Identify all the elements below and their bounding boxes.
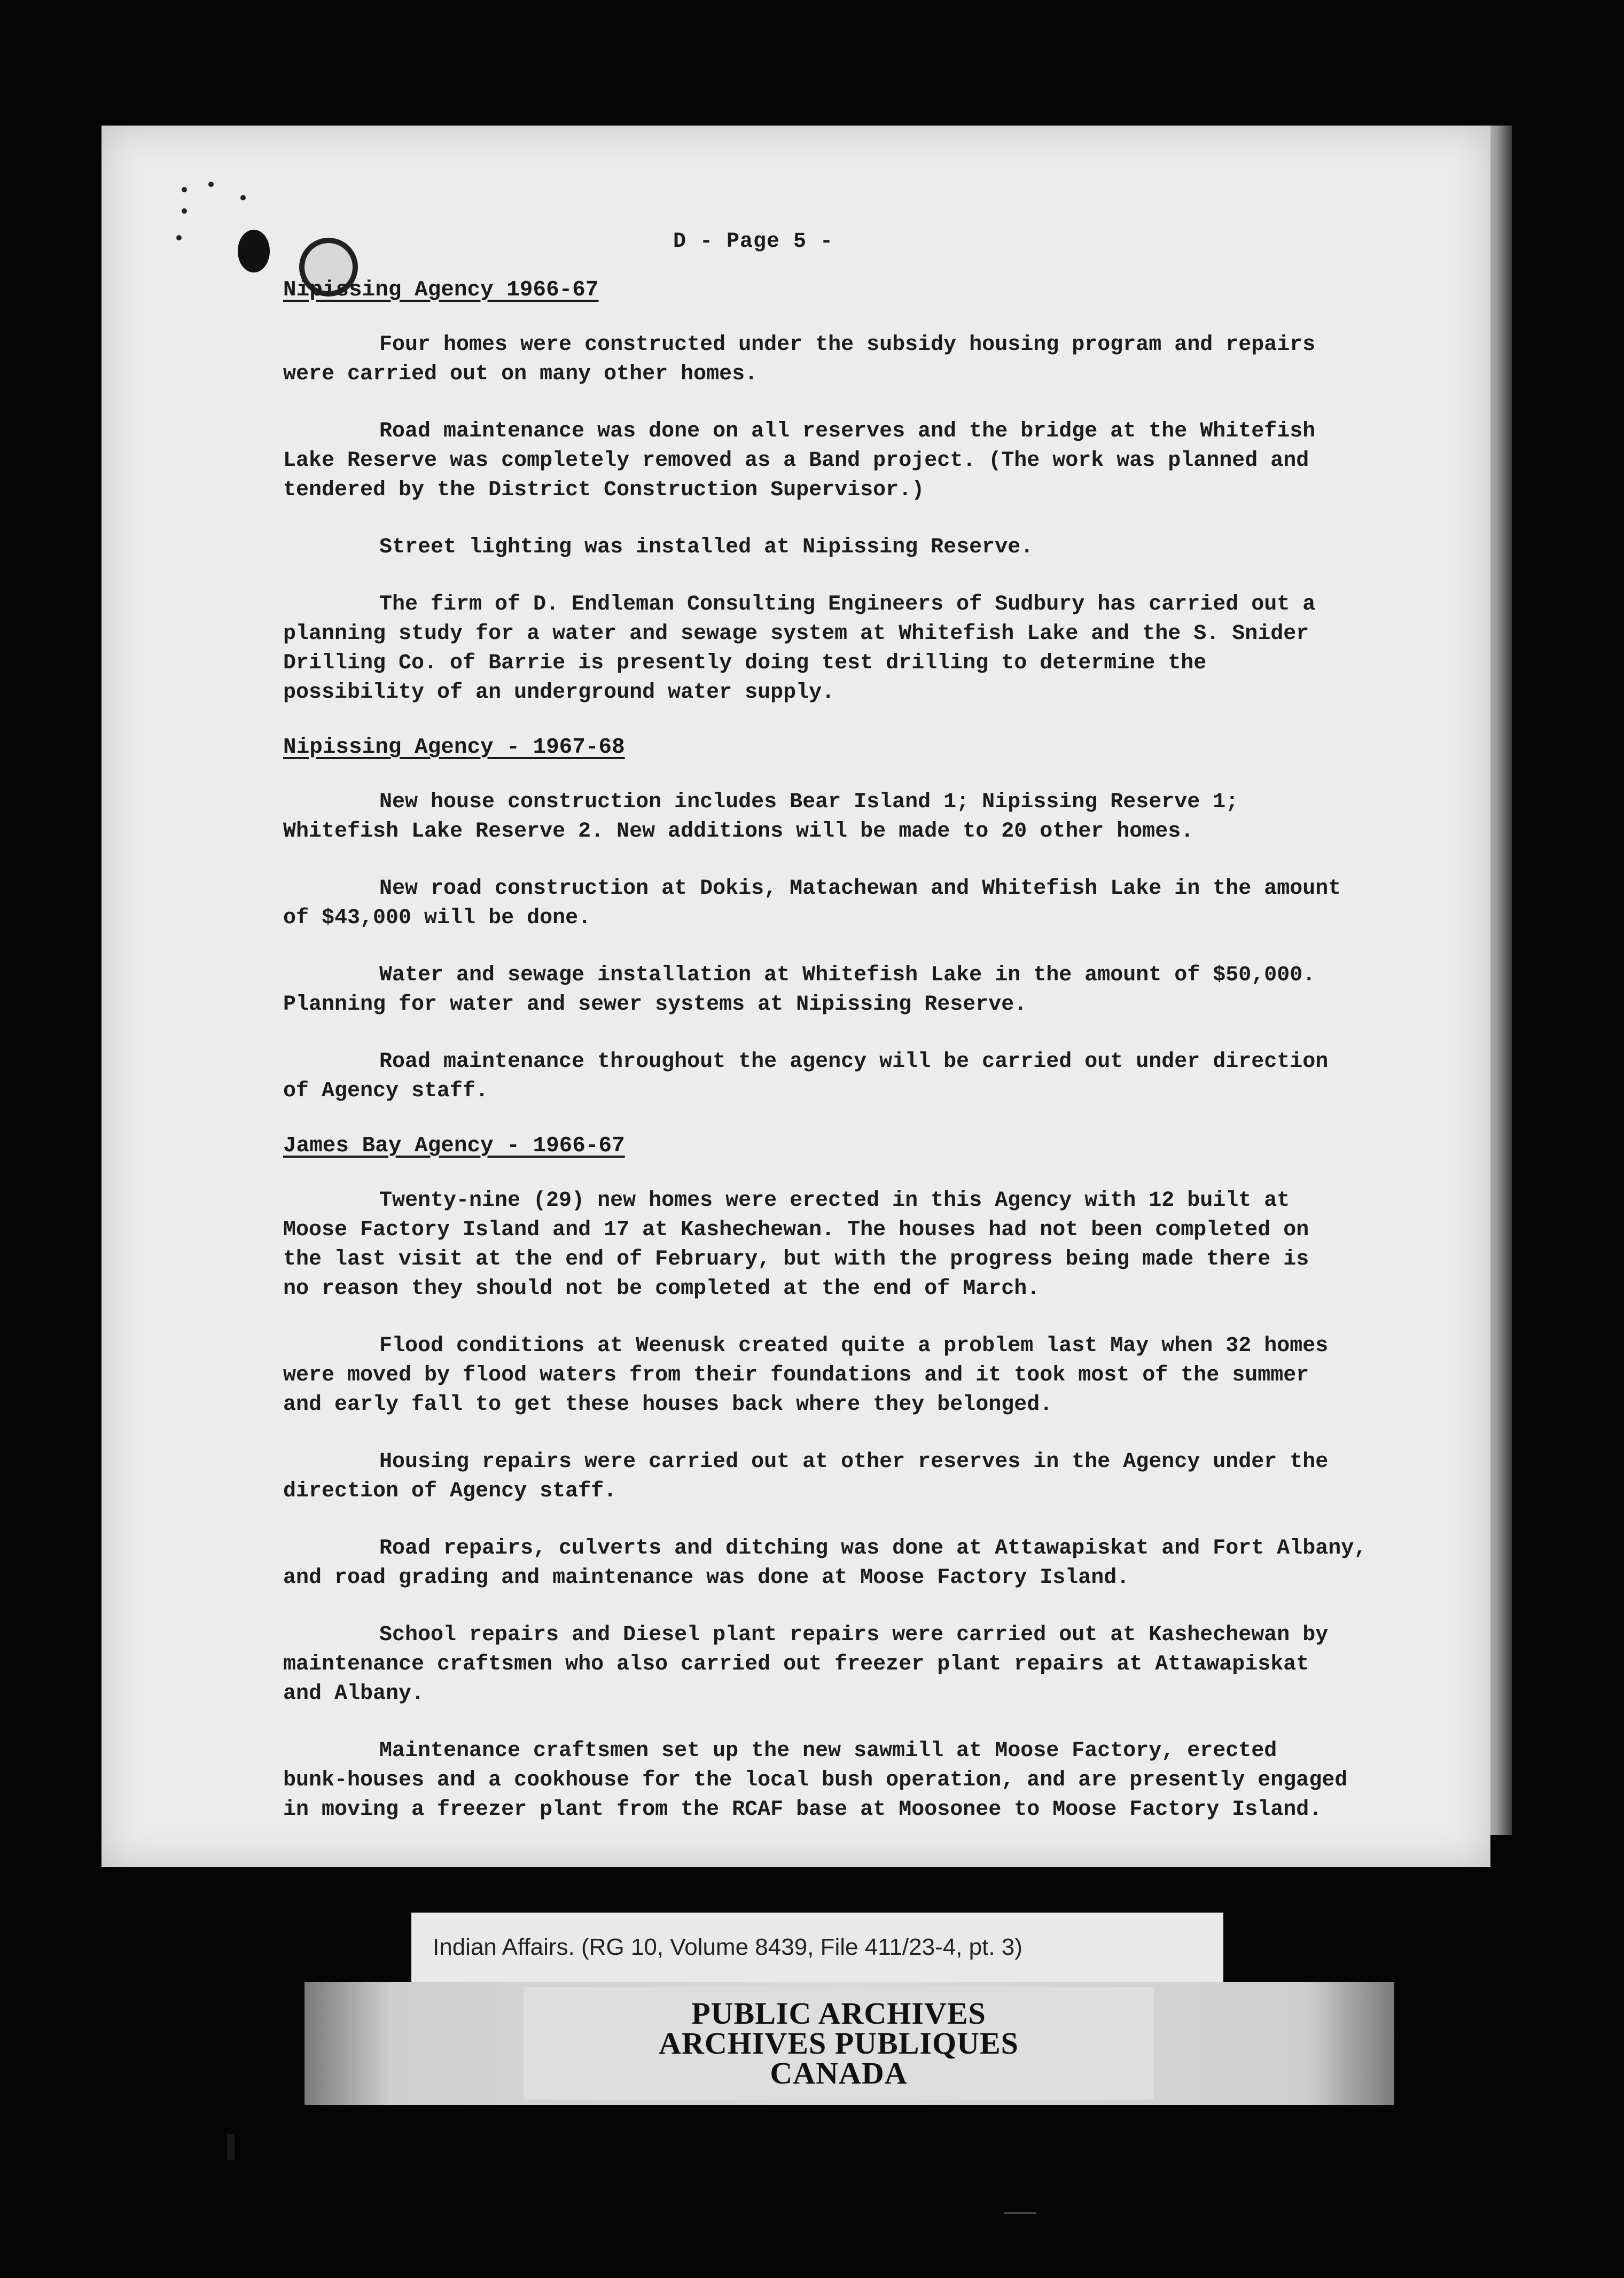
- archive-stamp: [524, 1987, 1154, 2100]
- paragraph: Road maintenance throughout the agency will be carried out under direction of Agency staff.: [283, 1050, 1329, 1103]
- paragraph: Twenty-nine (29) new homes were erected in this Agency with 12 built at Moose Factory Island and 17 at Kashechewan. The houses had not been completed on the last visit at the end of February, but with the progress being made there is no reason they should not be completed at the end of March.: [283, 1189, 1309, 1301]
- page-header: D - Page 5 -: [673, 230, 834, 254]
- punch-hole: [238, 230, 270, 272]
- paragraph: Housing repairs were carried out at other reserves in the Agency under the direction of Agency staff.: [283, 1450, 1329, 1503]
- section-heading: James Bay Agency - 1966-67: [283, 1134, 625, 1158]
- paragraph: The firm of D. Endleman Consulting Engineers of Sudbury has carried out a planning study for a water and sewage system at Whitefish Lake and the S. Snider Drilling Co. of Barrie is presently doing test drilling to determine the possibility of an underground water supply.: [283, 592, 1316, 705]
- section-heading: Nipissing Agency - 1967-68: [283, 735, 625, 760]
- section-james-bay-1966-67: [283, 1134, 1432, 1824]
- paragraph: Water and sewage installation at Whitefish Lake in the amount of $50,000. Planning for water and sewer systems at Nipissing Reserve.: [283, 963, 1316, 1017]
- stamp-line-2: ARCHIVES PUBLIQUES: [659, 2026, 1019, 2061]
- paragraph: New road construction at Dokis, Matachewan and Whitefish Lake in the amount of $43,000 will be done.: [283, 877, 1341, 930]
- document-body: [283, 278, 1432, 1852]
- section-nipissing-1967-68: [283, 735, 1432, 1106]
- paragraph: Road maintenance was done on all reserves and the bridge at the Whitefish Lake Reserve was completely removed as a Band project. (The work was planned and tendered by the District Construction Supervisor.): [283, 419, 1316, 502]
- stamp-line-1: PUBLIC ARCHIVES: [691, 1996, 986, 2031]
- archive-reference-label: [411, 1913, 1223, 1982]
- paragraph: Street lighting was installed at Nipissing Reserve.: [379, 535, 1034, 559]
- section-heading: Nipissing Agency 1966-67: [283, 278, 599, 302]
- stamp-line-3: CANADA: [770, 2056, 908, 2090]
- film-mark: [227, 2134, 235, 2160]
- section-nipissing-1966-67: [283, 278, 1432, 707]
- paragraph: Flood conditions at Weenusk created quite a problem last May when 32 homes were moved by flood waters from their foundations and it took most of the summer and early fall to get these houses back where they belonged.: [283, 1334, 1329, 1417]
- paragraph: Road repairs, culverts and ditching was done at Attawapiskat and Fort Albany, and road grading and maintenance was done at Moose Factory Island.: [283, 1536, 1367, 1590]
- paragraph: School repairs and Diesel plant repairs were carried out at Kashechewan by maintenance craftsmen who also carried out freezer plant repairs at Attawapiskat and Albany.: [283, 1623, 1329, 1706]
- paragraph: Maintenance craftsmen set up the new sawmill at Moose Factory, erected bunk-houses and a cookhouse for the local bush operation, and are presently engaged in moving a freezer plant from the RCAF base at Moosonee to Moose Factory Island.: [283, 1739, 1348, 1822]
- paragraph: Four homes were constructed under the subsidy housing program and repairs were carried out on many other homes.: [283, 333, 1316, 386]
- archive-reference: Indian Affairs. (RG 10, Volume 8439, File 411/23-4, pt. 3): [433, 1934, 1022, 1960]
- film-mark: [1004, 2212, 1036, 2214]
- paragraph: New house construction includes Bear Island 1; Nipissing Reserve 1; Whitefish Lake Reserve 2. New additions will be made to 20 other homes.: [283, 790, 1239, 844]
